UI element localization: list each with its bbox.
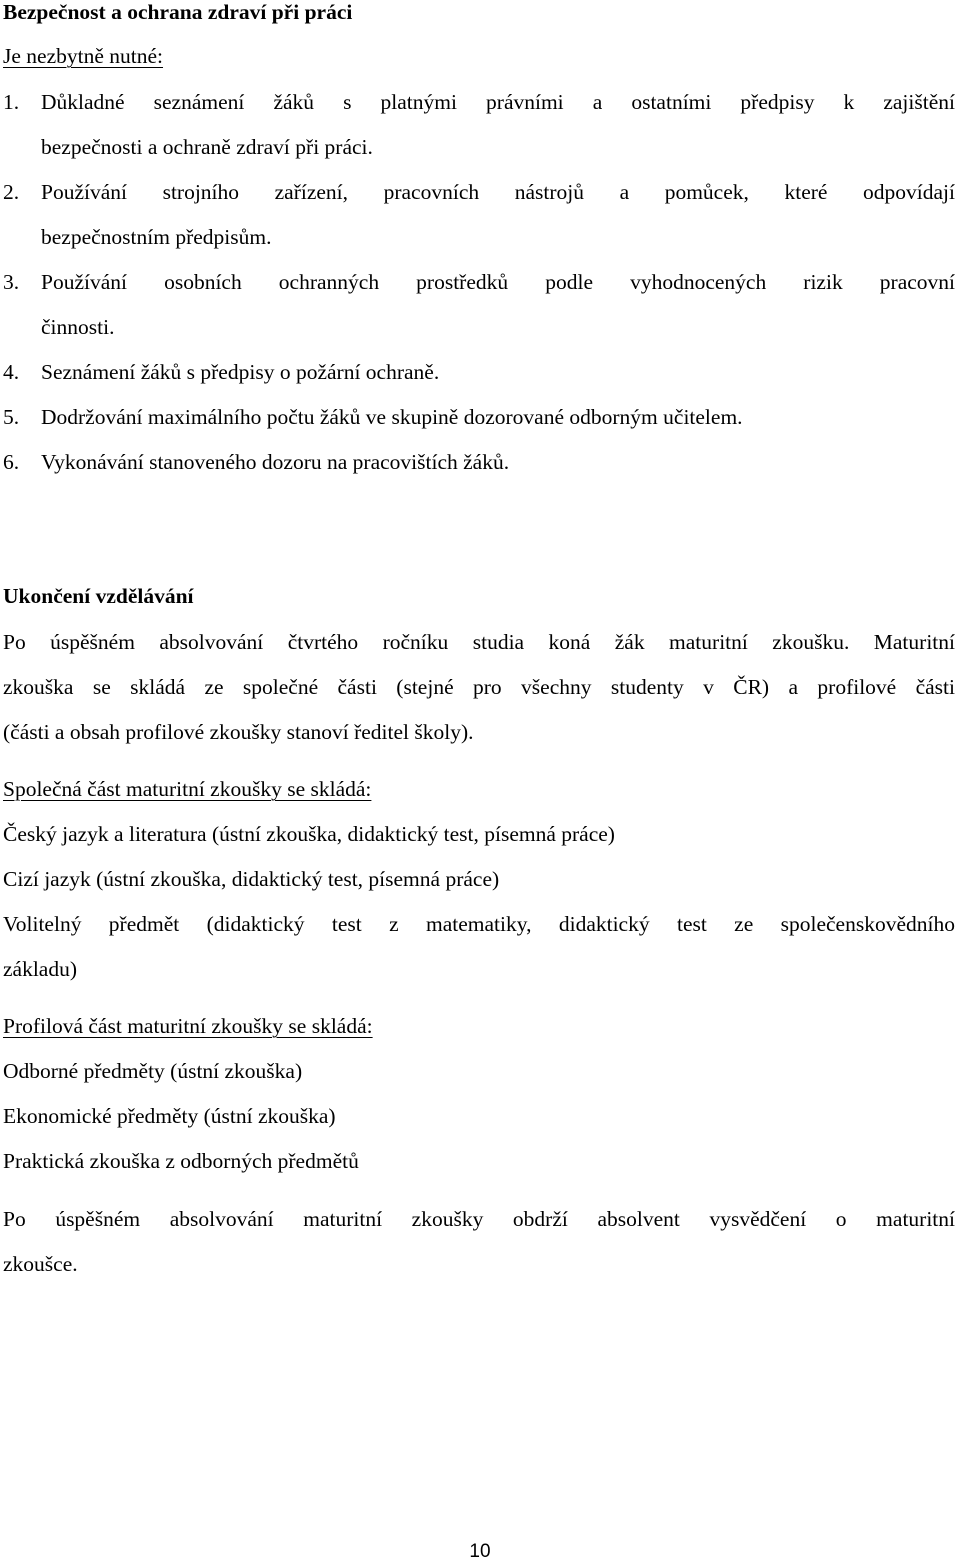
list-item-number: 6.: [3, 450, 20, 474]
safety-intro: Je nezbytně nutné:: [3, 44, 164, 68]
profile-part-item: Praktická zkouška z odborných předmětů: [3, 1149, 359, 1173]
list-item-text: Dodržování maximálního počtu žáků ve skupině dozorované odborným učitelem.: [41, 405, 743, 429]
list-item-text: Používání strojního zařízení, pracovních nástrojů a pomůcek, které odpovídají: [41, 180, 955, 204]
common-part-item: Český jazyk a literatura (ústní zkouška, didaktický test, písemná práce): [3, 822, 615, 846]
common-part-item: Cizí jazyk (ústní zkouška, didaktický test, písemná práce): [3, 867, 500, 891]
list-item-text: Seznámení žáků s předpisy o požární ochraně.: [41, 360, 440, 384]
common-part-item-elective-continued: základu): [3, 957, 78, 981]
section-heading-graduation: Ukončení vzdělávání: [3, 584, 194, 608]
common-part-heading: Společná část maturitní zkoušky se skládá:: [3, 777, 372, 801]
final-paragraph-line: Po úspěšném absolvování maturitní zkoušky obdrží absolvent vysvědčení o maturitní: [3, 1207, 955, 1231]
final-paragraph-line: zkoušce.: [3, 1252, 78, 1276]
list-item-number: 2.: [3, 180, 20, 204]
paragraph-line: (části a obsah profilové zkoušky stanoví ředitel školy).: [3, 720, 474, 744]
paragraph-line: zkouška se skládá ze společné části (stejné pro všechny studenty v ČR) a profilové části: [3, 675, 955, 699]
list-item-text: Důkladné seznámení žáků s platnými právními a ostatními předpisy k zajištění: [41, 90, 955, 114]
list-item-number: 4.: [3, 360, 20, 384]
list-item-number: 1.: [3, 90, 20, 114]
list-item-text: Používání osobních ochranných prostředků podle vyhodnocených rizik pracovní: [41, 270, 955, 294]
page-number: 10: [469, 1541, 491, 1562]
profile-part-item: Ekonomické předměty (ústní zkouška): [3, 1104, 336, 1128]
list-item-text-continued: bezpečnosti a ochraně zdraví při práci.: [41, 135, 373, 159]
paragraph-line: Po úspěšném absolvování čtvrtého ročníku studia koná žák maturitní zkoušku. Maturitní: [3, 630, 955, 654]
list-item-text: Vykonávání stanoveného dozoru na pracovištích žáků.: [41, 450, 510, 474]
list-item-text-continued: bezpečnostním předpisům.: [41, 225, 272, 249]
profile-part-item: Odborné předměty (ústní zkouška): [3, 1059, 303, 1083]
section-heading-safety: Bezpečnost a ochrana zdraví při práci: [3, 0, 353, 24]
common-part-item-elective: Volitelný předmět (didaktický test z matematiky, didaktický test ze společenskovědního: [3, 912, 955, 936]
list-item-number: 3.: [3, 270, 20, 294]
list-item-text-continued: činnosti.: [41, 315, 115, 339]
profile-part-heading: Profilová část maturitní zkoušky se skládá:: [3, 1014, 373, 1038]
list-item-number: 5.: [3, 405, 20, 429]
